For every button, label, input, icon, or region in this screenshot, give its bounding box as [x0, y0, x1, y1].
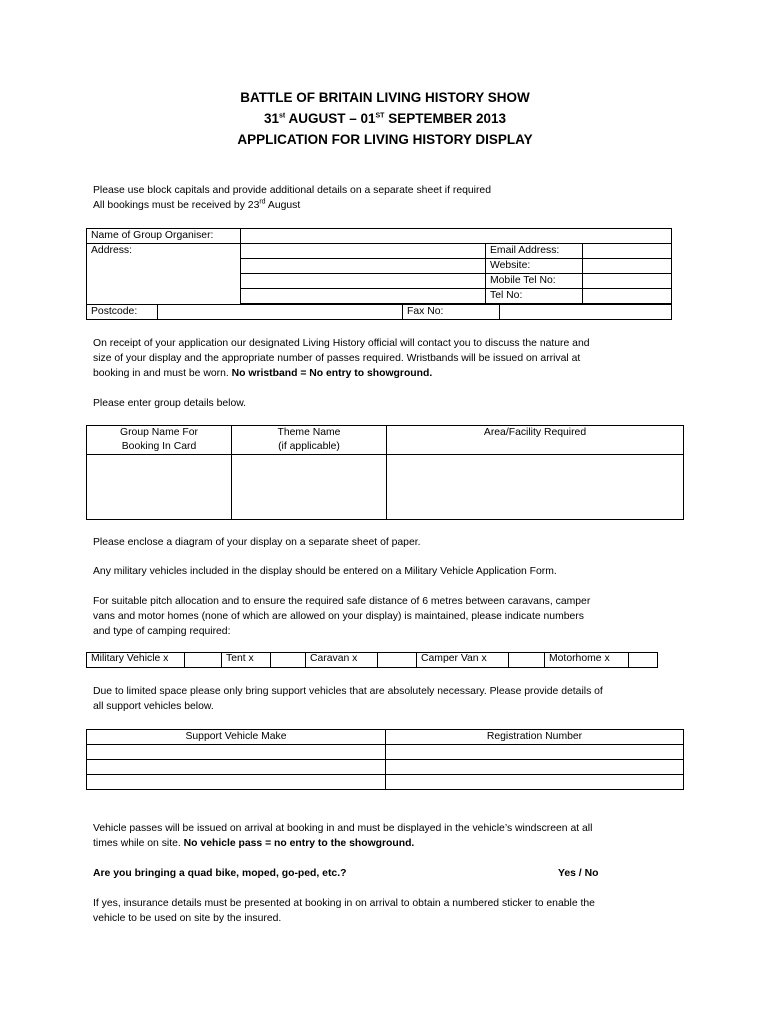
receipt-paragraph: On receipt of your application our designated Living History official will contact you to discuss the nature and size of your display and the appropriate number of passes required. Wristbands will be issued on arrival at booking in and must be worn. No wristband = No entry to showground. [93, 338, 590, 379]
group-details-intro: Please enter group details below. [93, 398, 247, 409]
camping-table [86, 652, 658, 668]
email-field[interactable] [583, 244, 672, 259]
registration-number-header: Registration Number [386, 730, 684, 745]
title-line-2: 31st AUGUST – 01ST SEPTEMBER 2013 [263, 111, 507, 126]
fax-field[interactable] [500, 305, 672, 320]
mobile-label: Mobile Tel No: [486, 274, 583, 289]
tel-label: Tel No: [486, 289, 583, 304]
caravan-qty[interactable] [378, 653, 417, 668]
tent-qty[interactable] [271, 653, 306, 668]
address-field-1[interactable] [241, 244, 486, 259]
intro-text: Please use block capitals and provide additional details on a separate sheet if required All bookings must be received by 23rd August [93, 185, 491, 211]
support-make-cell[interactable] [87, 775, 386, 790]
group-name-header: Group Name For Booking In Card [87, 426, 232, 455]
area-facility-header: Area/Facility Required [387, 426, 684, 455]
military-vehicle-qty[interactable] [185, 653, 222, 668]
registration-cell[interactable] [386, 760, 684, 775]
fax-label: Fax No: [403, 305, 500, 320]
camper-van-label: Camper Van x [417, 653, 509, 668]
contact-form-table [86, 228, 672, 304]
military-note: Any military vehicles included in the display should be entered on a Military Vehicle Application Form. [93, 566, 557, 577]
postcode-row-table [86, 304, 672, 320]
registration-cell[interactable] [386, 745, 684, 760]
tel-field[interactable] [583, 289, 672, 304]
title-line-3: APPLICATION FOR LIVING HISTORY DISPLAY [237, 132, 533, 147]
website-field[interactable] [583, 259, 672, 274]
title-line-1: BATTLE OF BRITAIN LIVING HISTORY SHOW [240, 90, 530, 105]
organiser-label: Name of Group Organiser: [87, 229, 241, 244]
support-vehicle-table [86, 729, 684, 790]
area-facility-cell[interactable] [387, 455, 684, 520]
address-field-3[interactable] [241, 274, 486, 289]
address-field-2[interactable] [241, 259, 486, 274]
tent-label: Tent x [222, 653, 271, 668]
insurance-paragraph: If yes, insurance details must be presented at booking in on arrival to obtain a numbered sticker to enable the vehicle to be used on site by the insured. [93, 898, 595, 924]
postcode-label: Postcode: [87, 305, 158, 320]
diagram-note: Please enclose a diagram of your display on a separate sheet of paper. [93, 537, 421, 548]
support-make-cell[interactable] [87, 760, 386, 775]
support-make-cell[interactable] [87, 745, 386, 760]
quad-question: Are you bringing a quad bike, moped, go-ped, etc.? [93, 868, 347, 879]
mobile-field[interactable] [583, 274, 672, 289]
quad-answer[interactable]: Yes / No [558, 868, 599, 879]
military-vehicle-label: Military Vehicle x [87, 653, 185, 668]
group-name-cell[interactable] [87, 455, 232, 520]
theme-name-cell[interactable] [232, 455, 387, 520]
caravan-label: Caravan x [306, 653, 378, 668]
support-paragraph: Due to limited space please only bring support vehicles that are absolutely necessary. Please provide details of all support vehicles below. [93, 686, 603, 712]
passes-paragraph: Vehicle passes will be issued on arrival at booking in and must be displayed in the vehicle’s windscreen at all times while on site. No vehicle pass = no entry to the showground. [93, 823, 593, 849]
address-field-4[interactable] [241, 289, 486, 304]
registration-cell[interactable] [386, 775, 684, 790]
motorhome-qty[interactable] [629, 653, 658, 668]
email-label: Email Address: [486, 244, 583, 259]
camper-van-qty[interactable] [509, 653, 545, 668]
theme-name-header: Theme Name (if applicable) [232, 426, 387, 455]
pitch-paragraph: For suitable pitch allocation and to ensure the required safe distance of 6 metres between caravans, camper vans and motor homes (none of which are allowed on your display) is maintained, please indicate numbers and type of camping required: [93, 596, 591, 637]
website-label: Website: [486, 259, 583, 274]
address-label: Address: [87, 244, 241, 304]
group-details-table [86, 425, 684, 520]
motorhome-label: Motorhome x [545, 653, 629, 668]
organiser-field[interactable] [241, 229, 672, 244]
postcode-field[interactable] [158, 305, 403, 320]
support-vehicle-make-header: Support Vehicle Make [87, 730, 386, 745]
